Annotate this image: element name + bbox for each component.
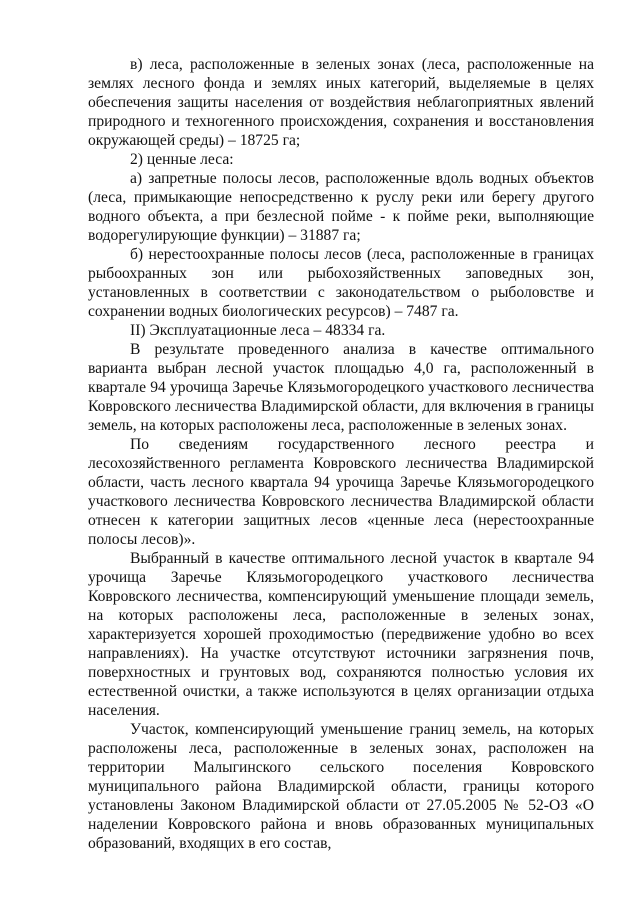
paragraph-forest-registry: По сведениям государственного лесного реестра и лесохозяйственного регламента Ковровского лесничества Владимирской области, часть лесного квартала 94 урочища Заречье Клязьмогородецкого участкового лесничества Ковровского лесничества Владимирской области отнесен к категории защитных лесов «ценные леса (нерестоохранные полосы лесов)». xyxy=(88,436,594,548)
paragraph-valuable-forests-heading: 2) ценные леса: xyxy=(130,151,234,168)
paragraph-protective-strips: а) запретные полосы лесов, расположенные вдоль водных объектов (леса, примыкающие непосредственно к руслу реки или берегу другого водного объекта, а при безлесной пойме - к пойме реки, выполняющие водорегулирующие функции) – 31887 га; xyxy=(88,170,594,244)
paragraph-plot-location: Участок, компенсирующий уменьшение границ земель, на которых расположены леса, расположенные в зеленых зонах, расположен на территории Малыгинского сельского поселения Ковровского муниципального района Владимирской области, границы которого установлены Законом Владимирской области от 27.05.2005 № 52-ОЗ «О наделении Ковровского района и вновь образованных муниципальных образований, входящих в его состав, xyxy=(88,721,594,852)
paragraph-green-zone-forests: в) леса, расположенные в зеленых зонах (леса, расположенные на землях лесного фонда и землях иных категорий, выделяемые в целях обеспечения защиты населения от воздействия неблагоприятных явлений природного и техногенного происхождения, сохранения и восстановления окружающей среды) – 18725 га; xyxy=(88,56,594,149)
paragraph-analysis-result: В результате проведенного анализа в качестве оптимального варианта выбран лесной участок площадью 4,0 га, расположенный в квартале 94 урочища Заречье Клязьмогородецкого участкового лесничества Ковровского лесничества Владимирской области, для включения в границы земель, на которых расположены леса, расположенные в зеленых зонах. xyxy=(88,341,594,434)
paragraph-exploitation-forests: II) Эксплуатационные леса – 48334 га. xyxy=(130,322,386,339)
document-page xyxy=(88,55,594,853)
paragraph-spawning-strips: б) нерестоохранные полосы лесов (леса, расположенные в границах рыбоохранных зон или рыбохозяйственных заповедных зон, установленных в соответствии с законодательством о рыболовстве и сохранении водных биологических ресурсов) – 7487 га. xyxy=(88,246,594,320)
paragraph-selected-plot: Выбранный в качестве оптимального лесной участок в квартале 94 урочища Заречье Клязьмогородецкого участкового лесничества Ковровского лесничества, компенсирующий уменьшение площади земель, на которых расположены леса, расположенные в зеленых зонах, характеризуется хорошей проходимостью (передвижение удобно во всех направлениях). На участке отсутствуют источники загрязнения почв, поверхностных и грунтовых вод, сохраняются полностью условия их естественной очистки, а также используются в целях организации отдыха населения. xyxy=(88,550,594,719)
